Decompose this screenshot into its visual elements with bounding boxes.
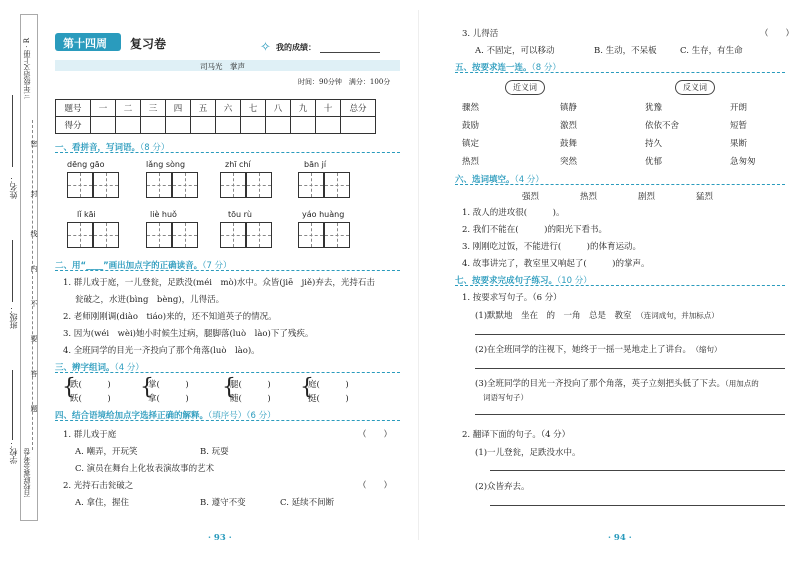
synonym-bubble: 近义词	[505, 80, 545, 95]
pinyin-label: tōu rù	[228, 210, 253, 219]
match-word[interactable]: 镇静	[560, 103, 578, 113]
s2-line: 3. 因为(wéi wèi)她小时候生过病，腿脚落(luò lào)下了残疾。	[63, 329, 314, 339]
option: B. 玩耍	[200, 447, 229, 457]
s7-item: (3)全班同学的目光一齐投向了那个角落，英子立刻把头低了下去。（用加点的	[475, 379, 759, 389]
section1-divider	[55, 152, 400, 153]
s4-question: 3. 儿得活	[462, 29, 499, 39]
star-icon: ✧	[260, 40, 271, 55]
match-word[interactable]: 持久	[645, 139, 663, 149]
score-cell[interactable]	[291, 117, 316, 134]
writing-box[interactable]	[298, 172, 324, 198]
answer-line[interactable]	[475, 414, 785, 415]
match-word[interactable]: 优郁	[645, 157, 663, 167]
margin-bottom: 百校联赛金考卷	[23, 448, 31, 497]
section7-title: 七、按要求完成句子练习。（10 分）	[455, 276, 592, 286]
score-cell[interactable]	[316, 117, 341, 134]
section3-title: 三、辨字组词。（4 分）	[55, 363, 144, 373]
pinyin-label: yáo huàng	[302, 210, 345, 219]
page-title: 复习卷	[130, 37, 167, 51]
writing-box[interactable]	[67, 222, 93, 248]
s4-question: 2. 光持石击瓮破之	[63, 481, 134, 491]
writing-box[interactable]	[67, 172, 93, 198]
section5-divider	[455, 72, 785, 73]
word-pair: 腿( )	[230, 380, 271, 390]
table-header-cell: 三	[141, 100, 166, 117]
option: B. 生动，不呆板	[594, 46, 657, 56]
score-line	[320, 52, 380, 53]
margin-dotted-line	[32, 120, 33, 450]
score-label: 我的成绩：	[276, 42, 316, 52]
answer-paren[interactable]: （ ）	[358, 430, 393, 440]
match-word[interactable]: 犹豫	[645, 103, 663, 113]
subtitle: 司马光 掌声	[200, 62, 245, 71]
pinyin-label: lǐ kāi	[77, 210, 96, 219]
answer-line[interactable]	[475, 334, 785, 335]
margin-bu: 不	[30, 300, 38, 307]
option: B. 遵守不变	[200, 498, 246, 508]
option: A. 拿住，握住	[75, 498, 130, 508]
section2-title: 二、用“____”画出加点字的正确读音。（7 分）	[55, 261, 232, 271]
section6-title: 六、选词填空。（4 分）	[455, 175, 544, 185]
match-word[interactable]: 短暂	[730, 121, 748, 131]
pinyin-label: zhī chí	[225, 160, 251, 169]
section7-divider	[455, 285, 785, 286]
score-cell[interactable]	[241, 117, 266, 134]
option: A. 嘲弄，开玩笑	[75, 447, 138, 457]
table-header-cell: 五	[191, 100, 216, 117]
answer-line[interactable]	[490, 470, 785, 471]
choice-word: 猛烈	[696, 192, 714, 202]
margin-ti: 题	[30, 405, 38, 412]
section5-title: 五、按要求连一连。（8 分）	[455, 63, 561, 73]
choice-word: 强烈	[522, 192, 540, 202]
answer-paren[interactable]: （ ）	[358, 481, 393, 491]
writing-box[interactable]	[220, 222, 246, 248]
fill-line[interactable]: 4. 故事讲完了，教室里又响起了( )的掌声。	[462, 259, 650, 269]
word-pair: 拿( )	[148, 394, 189, 404]
writing-box[interactable]	[146, 222, 172, 248]
page-spine	[418, 10, 419, 540]
match-word[interactable]: 急匆匆	[730, 157, 756, 167]
bracket: {	[300, 375, 314, 400]
match-word[interactable]: 突然	[560, 157, 578, 167]
bracket: {	[62, 375, 76, 400]
bracket: {	[222, 375, 236, 400]
table-header-cell: 八	[266, 100, 291, 117]
writing-box[interactable]	[172, 222, 198, 248]
writing-box[interactable]	[298, 222, 324, 248]
pinyin-label: bān jí	[304, 160, 327, 169]
table-header-cell: 六	[216, 100, 241, 117]
fill-line[interactable]: 3. 刚刚吃过饭，不能进行( )的体育运动。	[462, 242, 641, 252]
table-header-cell: 七	[241, 100, 266, 117]
writing-box[interactable]	[172, 172, 198, 198]
section3-divider	[55, 372, 400, 373]
time-info: 时间：90分钟 满分：100分	[298, 78, 391, 86]
word-pair: 挺( )	[308, 394, 349, 404]
choice-word: 热烈	[580, 192, 598, 202]
table-header-cell: 二	[116, 100, 141, 117]
option: C. 演员在舞台上化妆表演故事的艺术	[75, 464, 215, 474]
writing-box[interactable]	[146, 172, 172, 198]
writing-box[interactable]	[246, 222, 272, 248]
section2-divider	[55, 270, 400, 271]
table-header-cell: 十	[316, 100, 341, 117]
score-cell[interactable]	[341, 117, 376, 134]
table-row-label: 得分	[56, 117, 91, 134]
score-cell[interactable]	[216, 117, 241, 134]
answer-line[interactable]	[490, 505, 785, 506]
s2-line: 2. 老师刚刚调(diào tiáo)来的，还不知道英子的情况。	[63, 312, 277, 322]
s7-part: 1. 按要求写句子。（6 分）	[462, 293, 562, 303]
pinyin-label: dēng gāo	[67, 160, 105, 169]
table-header-cell: 题号	[56, 100, 91, 117]
writing-box[interactable]	[324, 222, 350, 248]
option: C. 延续不间断	[280, 498, 335, 508]
table-header-cell: 总分	[341, 100, 376, 117]
margin-class-label: 班级：	[9, 305, 18, 329]
word-pair: 跃( )	[70, 394, 111, 404]
margin-name-line	[12, 95, 13, 167]
answer-paren[interactable]: （ ）	[760, 29, 795, 39]
word-pair: 庭( )	[308, 380, 349, 390]
s7-item: (1)一儿登瓮，足跌没水中。	[475, 448, 581, 458]
score-cell[interactable]	[116, 117, 141, 134]
table-header-cell: 四	[166, 100, 191, 117]
choice-word: 剧烈	[638, 192, 656, 202]
match-word[interactable]: 果断	[730, 139, 748, 149]
margin-feng: 封	[30, 190, 38, 197]
score-cell[interactable]	[166, 117, 191, 134]
page-number: · 94 ·	[608, 533, 632, 543]
s7-item: (1)默默地 坐在 的 一角 总是 教室 （连词成句，并加标点）	[475, 311, 719, 321]
margin-school-label: 学校：	[9, 440, 18, 464]
fill-line[interactable]: 1. 敌人的进攻很( )。	[462, 208, 565, 218]
margin-name-label: 姓名：	[9, 175, 18, 199]
score-cell[interactable]	[191, 117, 216, 134]
word-pair: 随( )	[230, 394, 271, 404]
writing-box[interactable]	[324, 172, 350, 198]
option: A. 不固定，可以移动	[475, 46, 555, 56]
s7-item: (2)在全班同学的注视下，她终于一摇一晃地走上了讲台。 （缩句）	[475, 345, 722, 355]
s7-part: 2. 翻译下面的句子。（4 分）	[462, 430, 571, 440]
section1-title: 一、看拼音，写词语。（8 分）	[55, 143, 170, 153]
section6-divider	[455, 184, 785, 185]
match-word[interactable]: 依依不舍	[645, 121, 680, 131]
s7-item: (2)众皆弃去。	[475, 482, 530, 492]
margin-da: 答	[30, 370, 38, 377]
match-word[interactable]: 热烈	[462, 157, 480, 167]
margin-grade: 三年级语文上册 · R	[23, 38, 31, 99]
section4-divider	[55, 420, 400, 421]
pinyin-label: liè huǒ	[150, 210, 177, 219]
score-cell[interactable]	[266, 117, 291, 134]
option: C. 生存，有生命	[680, 46, 743, 56]
word-pair: 掌( )	[148, 380, 189, 390]
answer-line[interactable]	[475, 368, 785, 369]
s4-question: 1. 群儿戏于庭	[63, 430, 117, 440]
margin-nei: 内	[30, 265, 38, 272]
writing-box[interactable]	[93, 222, 119, 248]
word-pair: 跌( )	[70, 380, 111, 390]
match-word[interactable]: 骤然	[462, 103, 480, 113]
margin-school-line	[12, 370, 13, 440]
week-badge-text: 第十四周	[63, 37, 107, 50]
score-cell[interactable]	[141, 117, 166, 134]
writing-box[interactable]	[246, 172, 272, 198]
margin-xian: 线	[30, 230, 38, 237]
writing-box[interactable]	[220, 172, 246, 198]
s2-line: 4. 全班同学的目光一齐投向了那个角落(luò lào)。	[63, 346, 260, 356]
margin-yao: 要	[30, 335, 38, 342]
antonym-bubble: 反义词	[675, 80, 715, 95]
table-header-cell: 九	[291, 100, 316, 117]
match-word[interactable]: 鼓舞	[560, 139, 578, 149]
s2-line: 瓮破之，水迸(bìng bèng)，儿得活。	[75, 295, 225, 305]
match-word[interactable]: 激烈	[560, 121, 578, 131]
s7-item-note: 词语写句子）	[483, 393, 528, 402]
fill-line[interactable]: 2. 我们不能在( )的阳光下看书。	[462, 225, 607, 235]
score-table	[55, 99, 376, 134]
section4-title: 四、结合语境给加点字选择正确的解释。（填序号）（6 分）	[55, 411, 276, 421]
table-header-cell: 一	[91, 100, 116, 117]
margin-class-line	[12, 240, 13, 302]
s2-line: 1. 群儿戏于庭，一儿登瓮，足跌没(méi mò)水中。众皆(jiē jiě)弃去，光持石击	[63, 278, 375, 288]
score-cell[interactable]	[91, 117, 116, 134]
page-number: · 93 ·	[208, 533, 232, 543]
writing-box[interactable]	[93, 172, 119, 198]
pinyin-label: lǎng sòng	[146, 160, 186, 169]
match-word[interactable]: 鼓励	[462, 121, 480, 131]
match-word[interactable]: 开朗	[730, 103, 748, 113]
bracket: {	[140, 375, 154, 400]
match-word[interactable]: 镇定	[462, 139, 480, 149]
margin-mi: 密	[30, 140, 38, 147]
